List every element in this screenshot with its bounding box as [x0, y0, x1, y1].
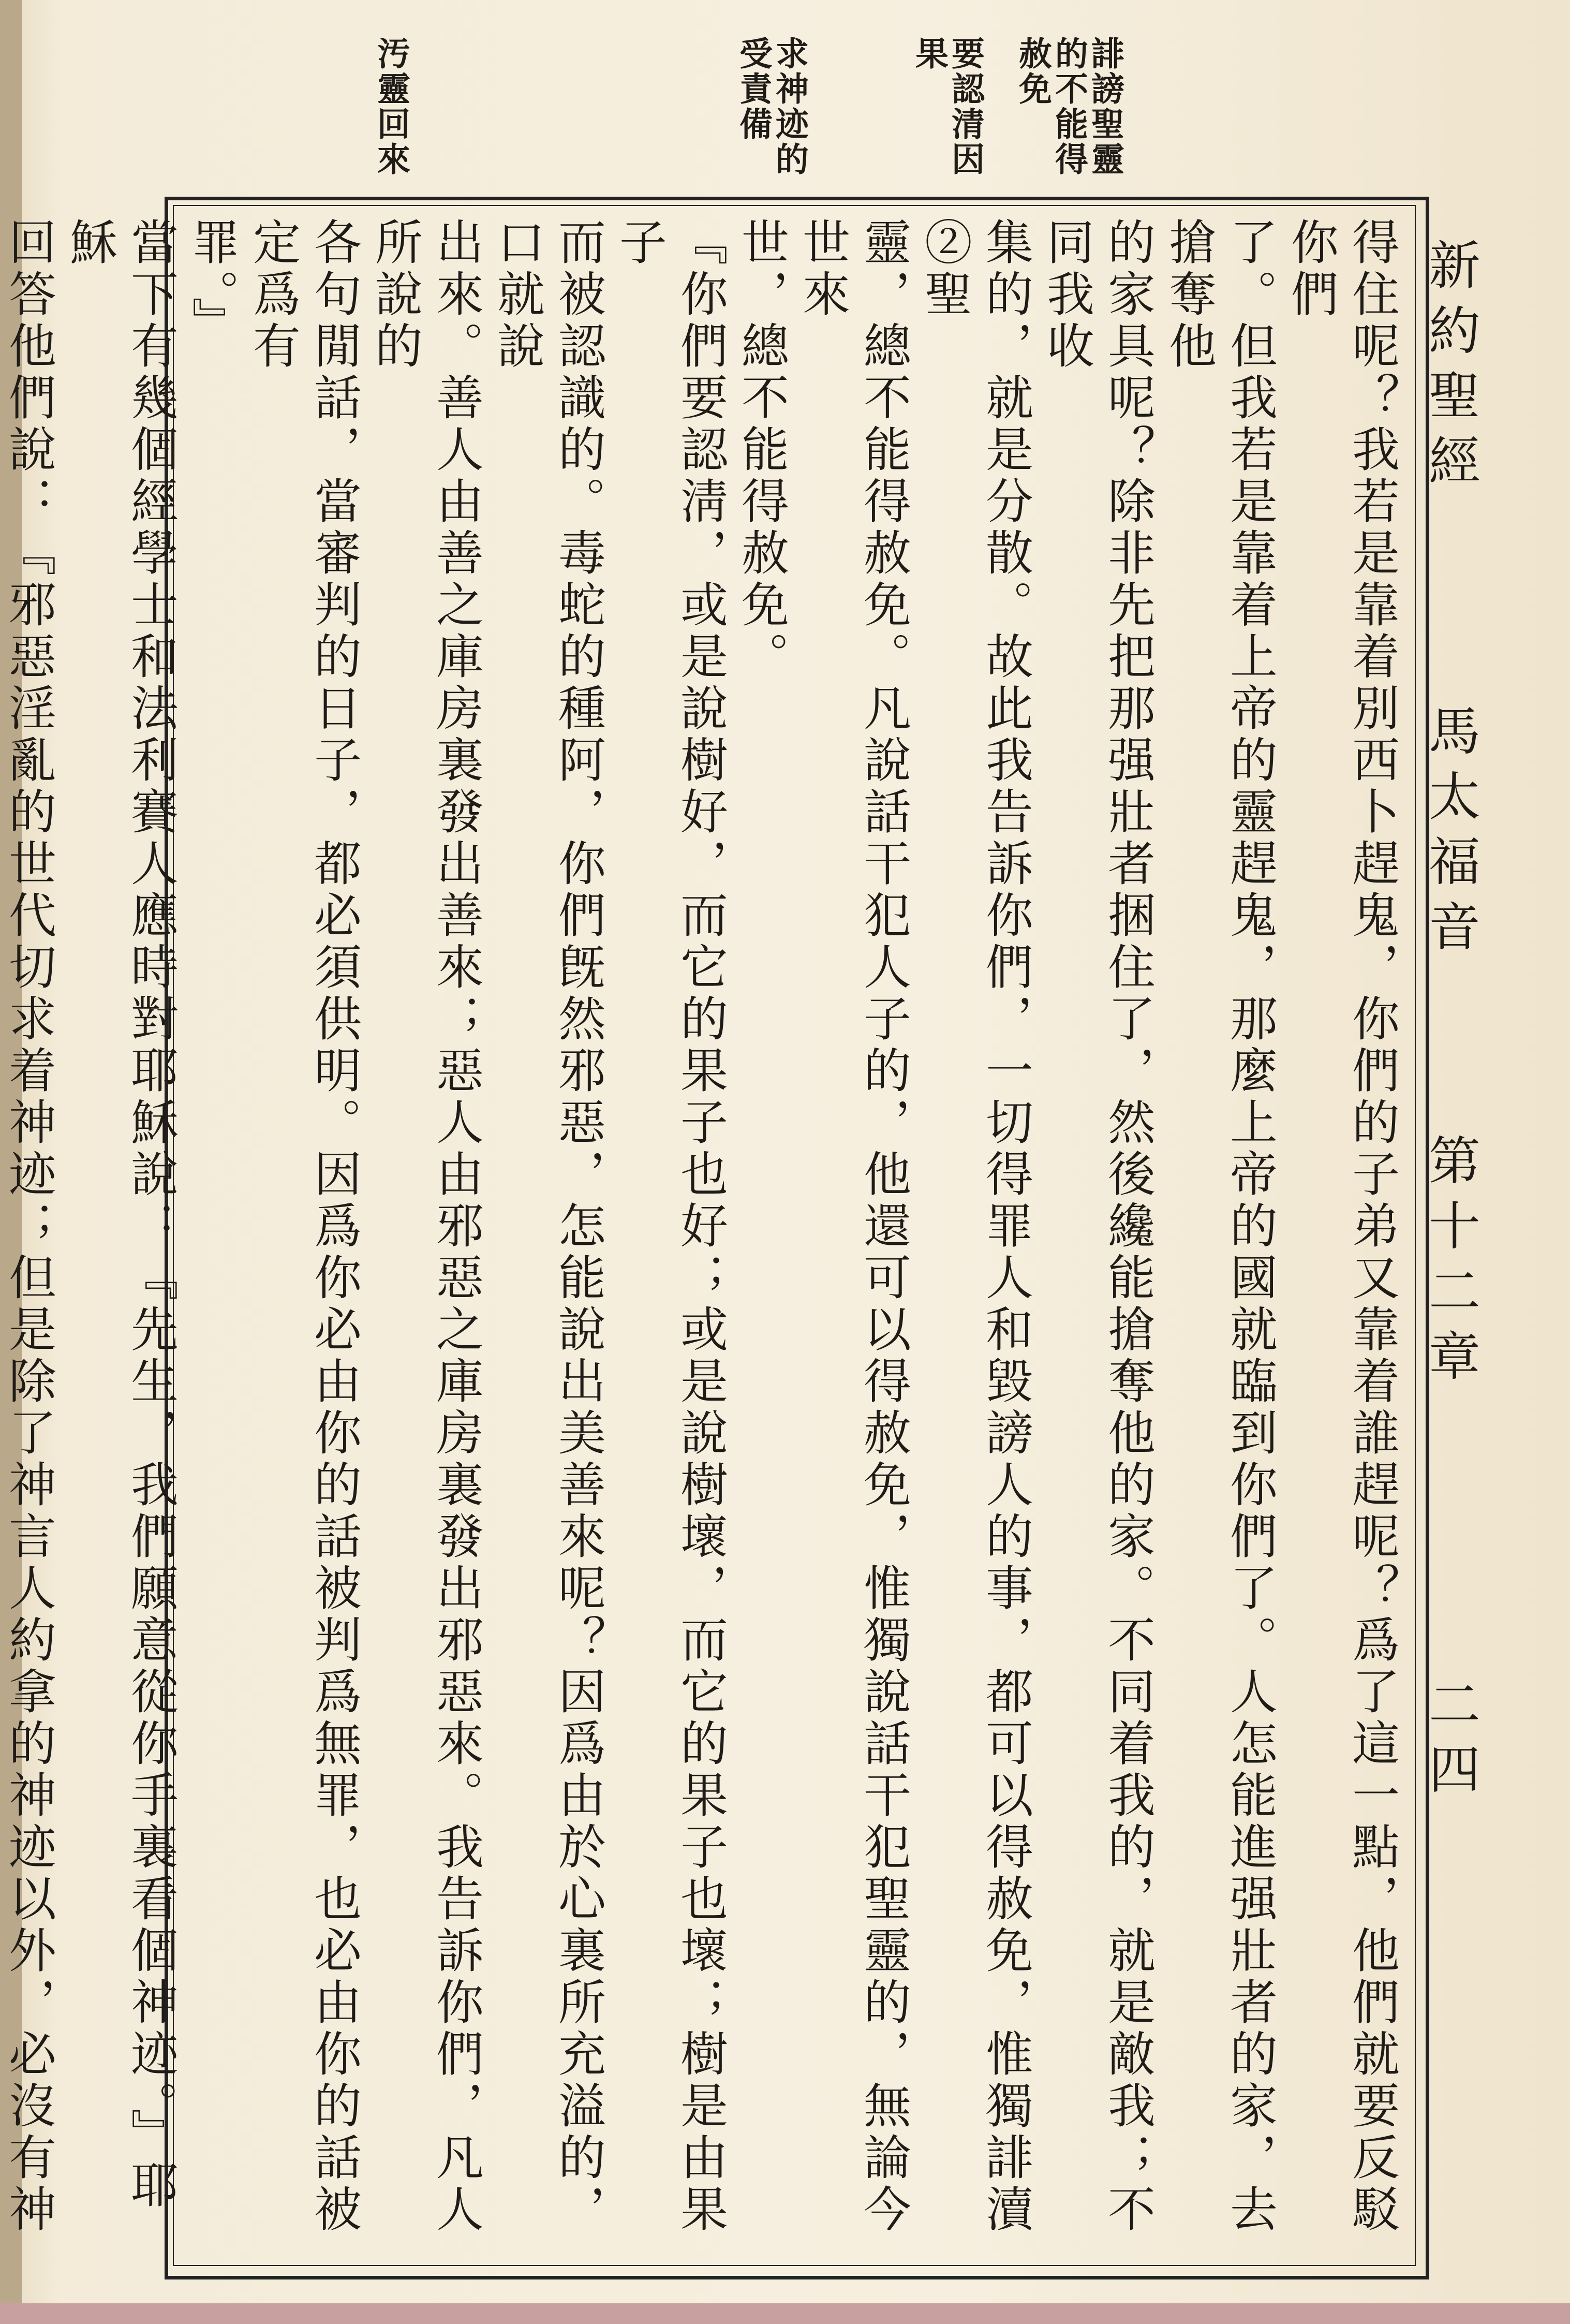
chapter-label: 第十二章: [1420, 1134, 1480, 1394]
text-column: 各句閒話，當審判的日子，都必須供明。因爲你必由你的話被判爲無罪，也必由你的話被定爲有: [245, 217, 362, 2236]
running-header: [1410, 228, 1487, 2143]
gospel-name: 馬太福音: [1420, 704, 1480, 965]
margin-note-spirit: 汚靈回來: [372, 36, 410, 177]
text-column: 『你們要認淸，或是說樹好，而它的果子也好；或是說樹壞，而它的果子也壞；樹是由果子: [612, 217, 728, 2236]
page-bottom-edge: [0, 2303, 1570, 2324]
margin-note-fruit: 要認清因果: [910, 36, 985, 177]
text-column: 世，總不能得赦免。: [734, 217, 789, 683]
text-column: 回答他們說：『邪惡淫亂的世代切求着神迹；但是除了神言人約拿的神迹以外，必沒有神: [1, 217, 56, 2236]
page-number: 二四: [1420, 1677, 1480, 1807]
text-column: 靈，總不能得赦免。凡說話干犯人子的，他還可以得赦免，惟獨說話干犯聖靈的，無論今世來: [795, 217, 911, 2236]
text-column: 當下有幾個經學士和法利賽人應時對耶穌說：『先生，我們願意從你手裏看個神迹。』耶穌: [62, 217, 179, 2212]
text-column: 得住呢？我若是靠着別西卜趕鬼，你們的子弟又靠着誰趕呢？爲了這一點，他們就要反駁你們: [1283, 217, 1400, 2236]
scripture-body: [1, 217, 1402, 2257]
book-title: 新約聖經: [1420, 238, 1480, 499]
margin-note-sign: 求神迹的受責備: [734, 36, 809, 177]
text-column: 而被認識的。毒蛇的種阿，你們旣然邪惡，怎能說出美善來呢？因爲由於心裏所充溢的，口就說: [490, 217, 606, 2236]
text-column: 出來。善人由善之庫房裏發出善來；惡人由邪惡之庫房裏發出邪惡來。我告訴你們，凡人所說的: [367, 217, 484, 2236]
text-column: 的家具呢？除非先把那强壯者捆住了，然後纔能搶奪他的家。不同着我的，就是敵我；不同我收: [1039, 217, 1156, 2236]
text-column: 了。但我若是靠着上帝的靈趕鬼，那麼上帝的國就臨到你們了。人怎能進强壯者的家，去搶奪他: [1161, 217, 1278, 2236]
margin-notes: [186, 36, 1169, 192]
text-column: 集的，就是分散。故此我告訴你們，一切得罪人和毀謗人的事，都可以得赦免，惟獨誹瀆②聖: [917, 217, 1033, 2236]
text-column: 罪。』: [184, 217, 240, 349]
margin-note-blasphemy: 誹謗聖靈的不能得赦免: [1013, 36, 1124, 177]
